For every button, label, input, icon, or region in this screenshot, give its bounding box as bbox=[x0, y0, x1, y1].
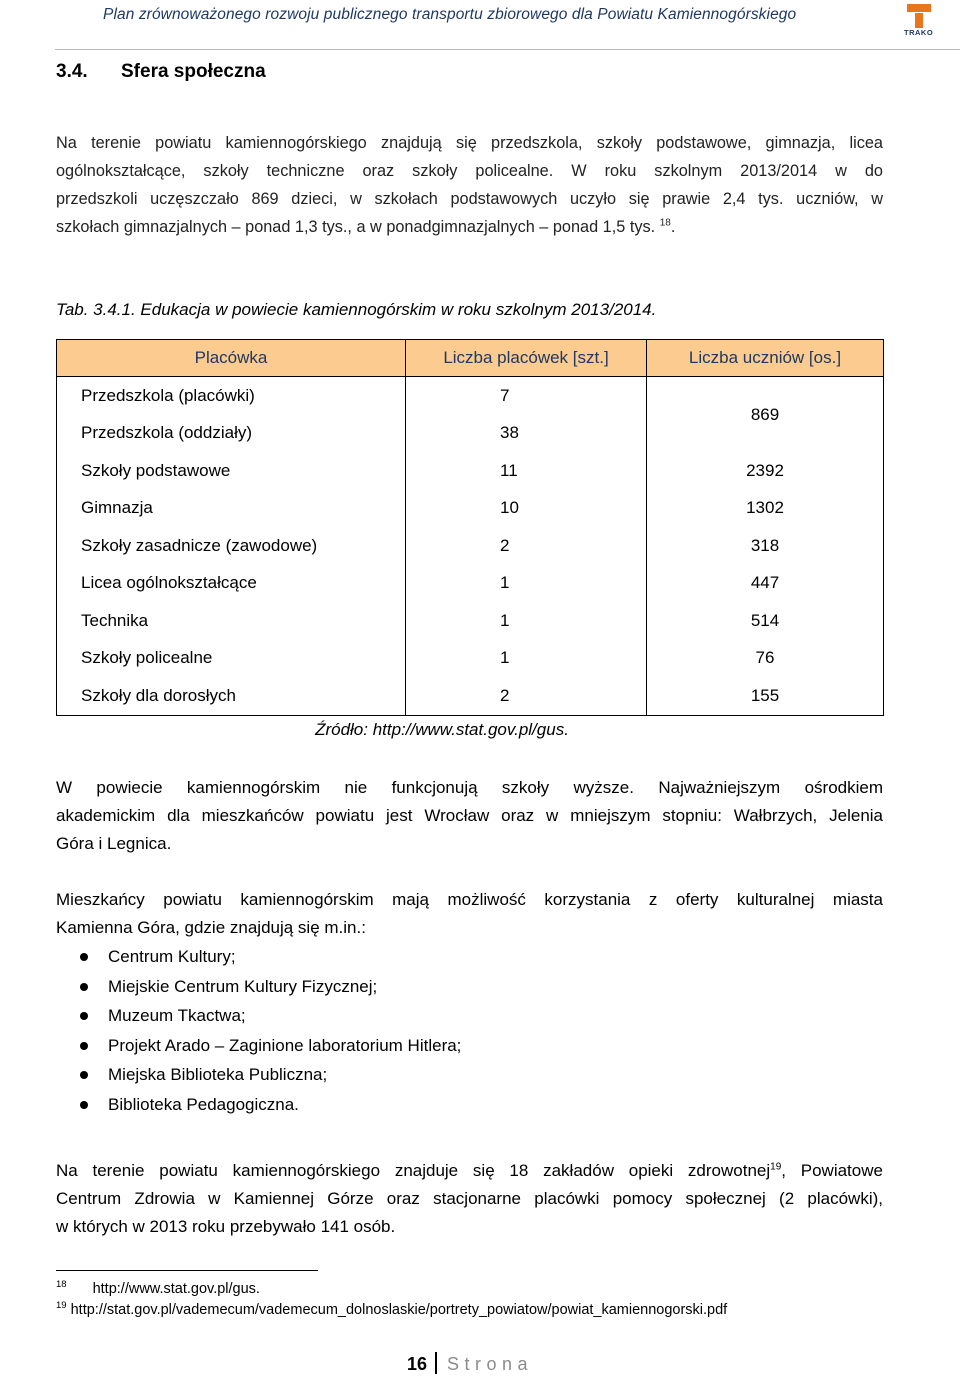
paragraph-line: Kamienna Góra, gdzie znajdują się m.in.: bbox=[56, 918, 366, 937]
cell-students: 76 bbox=[647, 640, 884, 678]
footnote-divider bbox=[56, 1270, 318, 1271]
footnote-18 bbox=[56, 1281, 260, 1297]
table-row bbox=[57, 452, 884, 490]
paragraph-line: Góra i Legnica. bbox=[56, 834, 172, 853]
cell-facility: Licea ogólnokształcące bbox=[57, 565, 406, 603]
paragraph-line: Na terenie powiatu kamiennogórskiego znajdują się przedszkola, szkoły podstawowe, gimnazja, licea bbox=[56, 134, 883, 152]
cell-students: 1302 bbox=[647, 490, 884, 528]
table-source-text: Źródło: http://www.stat.gov.pl/gus. bbox=[315, 720, 569, 739]
paragraph-end: . bbox=[670, 218, 676, 236]
cell-facility: Technika bbox=[57, 602, 406, 640]
footnote-link[interactable]: http://stat.gov.pl/vademecum/vademecum_dolnoslaskie/portrety_powiatow/powiat_kamiennogorski.pdf bbox=[70, 1302, 728, 1318]
logo-mark-top bbox=[907, 4, 931, 12]
education-table bbox=[56, 339, 884, 716]
cell-students: 447 bbox=[647, 565, 884, 603]
list-item bbox=[56, 942, 461, 972]
paragraph-line: w których w 2013 roku przebywało 141 osób. bbox=[56, 1217, 396, 1236]
list-item-text: Projekt Arado – Zaginione laboratorium Hitlera; bbox=[108, 1035, 462, 1055]
cell-count: 38 bbox=[406, 415, 647, 453]
cell-facility: Szkoły policealne bbox=[57, 640, 406, 678]
column-header-count: Liczba placówek [szt.] bbox=[406, 340, 647, 377]
footnote-link[interactable]: http://www.stat.gov.pl/gus. bbox=[92, 1281, 260, 1297]
table-row bbox=[57, 640, 884, 678]
list-item-text: Centrum Kultury; bbox=[108, 947, 236, 966]
list-item bbox=[56, 972, 461, 1002]
cell-facility: Szkoły podstawowe bbox=[57, 452, 406, 490]
table-source bbox=[56, 720, 884, 740]
paragraph-line: ogólnokształcące, szkoły techniczne oraz szkoły policealne. W roku szkolnym 2013/2014 w do bbox=[56, 162, 883, 180]
logo-mark-stem bbox=[915, 13, 923, 28]
column-header-students: Liczba uczniów [os.] bbox=[647, 340, 884, 377]
cell-students: 514 bbox=[647, 602, 884, 640]
footnote-19 bbox=[56, 1302, 727, 1318]
table-row bbox=[57, 490, 884, 528]
cell-count: 10 bbox=[406, 490, 647, 528]
table-row bbox=[57, 565, 884, 603]
culture-list bbox=[56, 942, 461, 1119]
section-title: Sfera społeczna bbox=[121, 61, 266, 82]
cell-facility: Szkoły zasadnicze (zawodowe) bbox=[57, 527, 406, 565]
paragraph-line-start: Na terenie powiatu kamiennogórskiego znajduje się 18 zakładów opieki zdrowotnej bbox=[56, 1161, 771, 1180]
culture-paragraph bbox=[56, 886, 883, 942]
list-item bbox=[56, 1031, 461, 1061]
health-paragraph bbox=[56, 1157, 883, 1241]
table-row bbox=[57, 377, 884, 415]
paragraph-line: W powiecie kamiennogórskim nie funkcjonują szkoły wyższe. Najważniejszym ośrodkiem bbox=[56, 778, 883, 797]
paragraph-line-end: , Powiatowe bbox=[781, 1161, 883, 1180]
footnote-number: 19 bbox=[56, 1300, 67, 1312]
cell-count: 7 bbox=[406, 377, 647, 415]
bullet-icon bbox=[80, 1071, 88, 1079]
cell-students: 318 bbox=[647, 527, 884, 565]
paragraph-line bbox=[56, 1157, 883, 1185]
table-row bbox=[57, 527, 884, 565]
list-item bbox=[56, 1001, 461, 1031]
bullet-icon bbox=[80, 983, 88, 991]
cell-facility: Szkoły dla dorosłych bbox=[57, 677, 406, 715]
page-number-separator bbox=[435, 1352, 437, 1374]
intro-paragraph bbox=[56, 129, 883, 241]
table-caption: Tab. 3.4.1. Edukacja w powiecie kamiennogórskim w roku szkolnym 2013/2014. bbox=[56, 300, 657, 319]
list-item bbox=[56, 1090, 461, 1120]
logo-text: TRAKO bbox=[904, 28, 934, 37]
section-number: 3.4. bbox=[56, 61, 88, 82]
footnote-ref-19[interactable]: 19 bbox=[770, 1161, 782, 1173]
cell-students-merged: 869 bbox=[647, 377, 884, 453]
paragraph-line: przedszkoli uczęszczało 869 dzieci, w szkołach podstawowych uczyło się prawie 2,4 tys. uczniów, w bbox=[56, 190, 883, 208]
paragraph-line: Mieszkańcy powiatu kamiennogórskim mają możliwość korzystania z oferty kulturalnej miasta bbox=[56, 890, 883, 909]
list-item-text: Biblioteka Pedagogiczna. bbox=[108, 1094, 299, 1114]
list-item bbox=[56, 1060, 461, 1090]
cell-students: 2392 bbox=[647, 452, 884, 490]
bullet-icon bbox=[80, 1101, 88, 1109]
cell-count: 2 bbox=[406, 527, 647, 565]
footnote-number: 18 bbox=[56, 1279, 67, 1291]
cell-count: 1 bbox=[406, 640, 647, 678]
bullet-icon bbox=[80, 1042, 88, 1050]
column-header-facility: Placówka bbox=[57, 340, 406, 377]
list-item-text: Muzeum Tkactwa; bbox=[108, 1006, 246, 1025]
cell-count: 1 bbox=[406, 565, 647, 603]
paragraph-line: szkołach gimnazjalnych – ponad 1,3 tys., a w ponadgimnazjalnych – ponad 1,5 tys. bbox=[56, 218, 656, 236]
cell-facility: Przedszkola (placówki) bbox=[57, 377, 406, 415]
header-divider bbox=[55, 49, 960, 50]
table-row bbox=[57, 677, 884, 715]
trako-logo bbox=[900, 4, 938, 38]
table-row bbox=[57, 602, 884, 640]
cell-count: 2 bbox=[406, 677, 647, 715]
footnote-ref-18[interactable]: 18 bbox=[659, 217, 671, 229]
paragraph-line: Centrum Zdrowia w Kamiennej Górze oraz stacjonarne placówki pomocy społecznej (2 placówki), bbox=[56, 1189, 883, 1208]
bullet-icon bbox=[80, 1012, 88, 1020]
page-number bbox=[407, 1352, 533, 1375]
list-item-text: Miejska Biblioteka Publiczna; bbox=[108, 1065, 328, 1084]
list-item-text: Miejskie Centrum Kultury Fizycznej; bbox=[108, 976, 378, 996]
higher-education-paragraph bbox=[56, 774, 883, 858]
table-header-row bbox=[57, 340, 884, 377]
bullet-icon bbox=[80, 953, 88, 961]
paragraph-line: akademickim dla mieszkańców powiatu jest Wrocław oraz w mniejszym stopniu: Wałbrzych, Jelenia bbox=[56, 806, 883, 825]
page-number-value: 16 bbox=[407, 1354, 428, 1374]
document-header-title: Plan zrównoważonego rozwoju publicznego transportu zbiorowego dla Powiatu Kamiennogórskiego bbox=[103, 6, 797, 23]
cell-facility: Przedszkola (oddziały) bbox=[57, 415, 406, 453]
page-word: Strona bbox=[447, 1354, 534, 1374]
cell-facility: Gimnazja bbox=[57, 490, 406, 528]
cell-count: 11 bbox=[406, 452, 647, 490]
cell-count: 1 bbox=[406, 602, 647, 640]
cell-students: 155 bbox=[647, 677, 884, 715]
paragraph-line-last bbox=[56, 213, 883, 241]
